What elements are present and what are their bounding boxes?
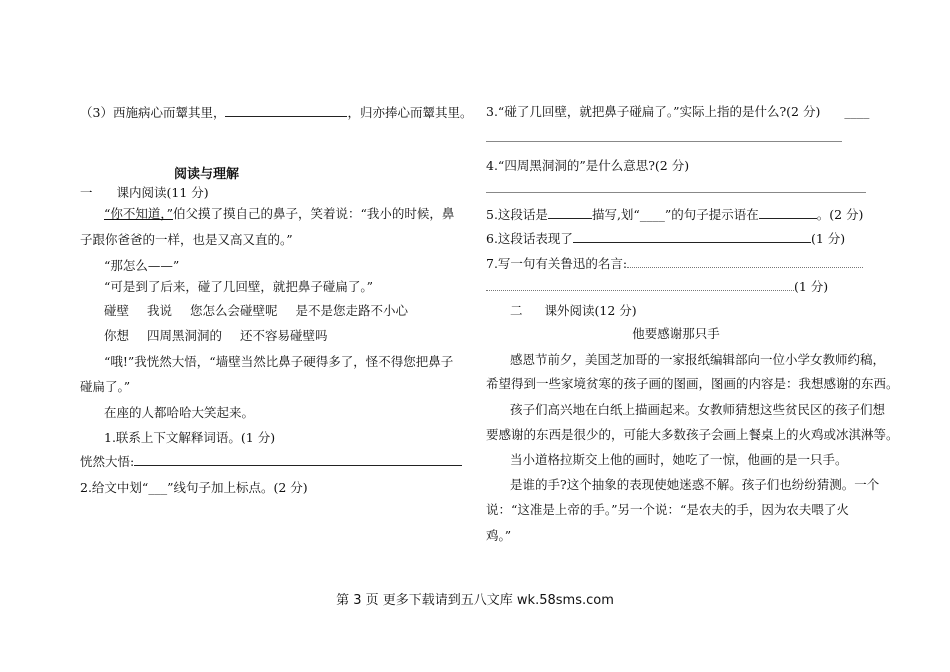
answer-blank[interactable] [627,254,863,268]
answer-blank[interactable] [486,277,794,291]
unpunctuated-row-2: 你想 四周黑洞洞的 还不容易碰壁吗 [104,328,328,343]
answer-blank[interactable] [134,452,462,466]
story-paragraph-2-cont: 要感谢的东西是很少的，可能大多数孩子会画上餐桌上的火鸡或冰淇淋等。 [486,427,899,442]
story-paragraph-4-end: 鸡。” [486,528,512,543]
story-title: 他要感谢那只手 [632,326,720,341]
question-left-1-answer: 恍然大悟: [80,452,462,471]
passage-paragraph-5: 在座的人都哈哈大笑起来。 [104,405,255,420]
part1-heading: 一 课内阅读(11 分) [80,185,209,200]
answer-blank[interactable] [759,205,817,219]
question-right-4: 4.“四周黑洞洞的”是什么意思?(2 分) [486,158,690,173]
answer-blank[interactable] [548,205,592,219]
answer-line[interactable] [486,192,866,193]
page-footer: 第 3 页 更多下载请到五八文库 wk.58sms.com [336,593,614,608]
question-right-7: 7.写一句有关鲁迅的名言: [486,254,863,273]
answer-blank[interactable] [225,103,347,117]
passage-paragraph-4: “哦!”我恍然大悟，“墙壁当然比鼻子硬得多了，怪不得您把鼻子 [104,354,454,369]
passage-paragraph-4-cont: 碰扁了。” [80,379,131,394]
part2-heading: 二 课外阅读(12 分) [510,303,637,318]
question-right-7-cont: (1 分) [486,277,828,296]
section-title: 阅读与理解 [174,167,240,182]
story-paragraph-1: 感恩节前夕，美国芝加哥的一家报纸编辑部向一位小学女教师约稿， [510,352,886,367]
story-paragraph-1-cont: 希望得到一些家境贫寒的孩子画的图画，图画的内容是：我想感谢的东西。 [486,376,899,391]
answer-blank[interactable] [573,229,811,243]
passage-paragraph-2: “那怎么——” [104,258,180,273]
question-right-6: 6.这段话表现了 (1 分) [486,231,846,246]
answer-line[interactable] [486,141,842,142]
passage-paragraph-3: “可是到了后来，碰了几回壁，就把鼻子碰扁了。” [104,279,374,294]
question-right-5: 5.这段话是 描写,划“____”的句子提示语在 。(2 分) [486,207,864,222]
unpunctuated-row-1: 碰壁 我说 您怎么会碰壁呢 是不是您走路不小心 [104,303,409,318]
story-paragraph-3: 当小道格拉斯交上他的画时，她吃了一惊，他画的是一只手。 [510,452,848,467]
story-paragraph-4-cont: 说：“这准是上帝的手。”另一个说：“是农夫的手，因为农夫喂了火 [486,502,849,517]
story-paragraph-2: 孩子们高兴地在白纸上描画起来。女教师猜想这些贫民区的孩子们想 [510,402,886,417]
question-left-2: 2.给文中划“___”线句子加上标点。(2 分) [80,480,308,495]
question-left-3: （3）西施病心而颦其里， ，归亦捧心而颦其里。 [80,105,473,120]
question-left-1: 1.联系上下文解释词语。(1 分) [104,430,276,445]
passage-paragraph-1: “你不知道，”伯父摸了摸自己的鼻子，笑着说：“我小的时候，鼻 [104,206,455,221]
story-paragraph-4: 是谁的手?这个抽象的表现使她迷惑不解。孩子们也纷纷猜测。一个 [510,477,880,492]
passage-paragraph-1-cont: 子跟你爸爸的一样，也是又高又直的。” [80,232,293,247]
question-right-3: 3.“碰了几回壁，就把鼻子碰扁了。”实际上指的是什么?(2 分) ____ [486,104,870,119]
